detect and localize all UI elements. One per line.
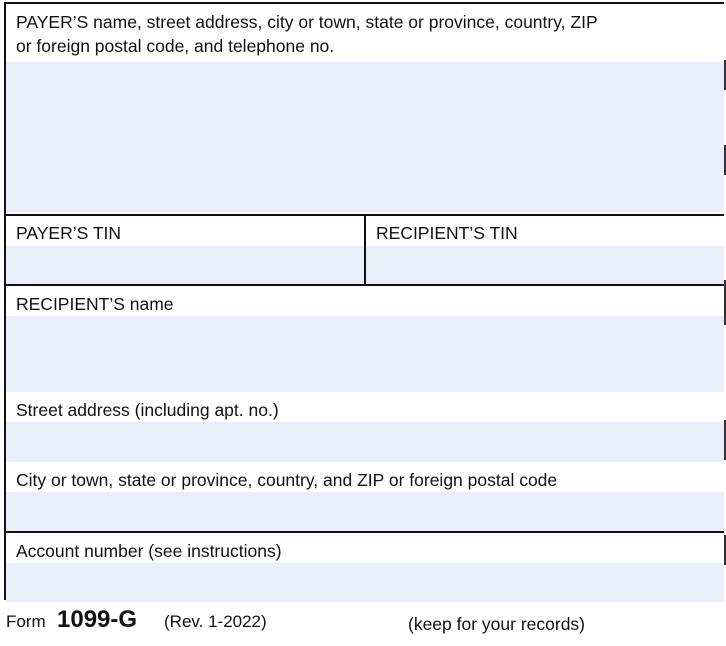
payer-info-label-line2: or foreign postal code, and telephone no. <box>16 36 335 56</box>
form-revision: (Rev. 1-2022) <box>164 612 267 631</box>
account-number-section <box>6 531 724 600</box>
form-footer <box>0 606 726 640</box>
recipient-name-field[interactable] <box>6 316 724 392</box>
form-word: Form <box>6 612 46 631</box>
payer-info-section <box>6 4 724 214</box>
payer-info-field[interactable] <box>6 62 724 212</box>
tin-row <box>6 214 724 284</box>
recipient-tin-label: RECIPIENT’S TIN <box>376 223 518 243</box>
keep-records-note: (keep for your records) <box>408 614 586 634</box>
form-1099-g-panel <box>4 2 724 600</box>
account-number-field[interactable] <box>6 563 724 602</box>
recipient-section <box>6 284 724 531</box>
form-number: 1099-G <box>57 606 138 633</box>
recipient-name-label: RECIPIENT’S name <box>16 294 174 314</box>
city-field[interactable] <box>6 492 724 533</box>
payer-tin-field[interactable] <box>6 246 364 284</box>
account-number-label: Account number (see instructions) <box>16 541 282 561</box>
recipient-tin-field[interactable] <box>366 246 724 284</box>
city-label: City or town, state or province, country, and ZIP or foreign postal code <box>16 470 558 490</box>
street-address-label: Street address (including apt. no.) <box>16 400 279 420</box>
street-address-field[interactable] <box>6 422 724 462</box>
payer-info-label: PAYER’S name, street address, city or town, state or province, country, ZIP <box>16 12 598 32</box>
payer-tin-label: PAYER’S TIN <box>16 223 122 243</box>
